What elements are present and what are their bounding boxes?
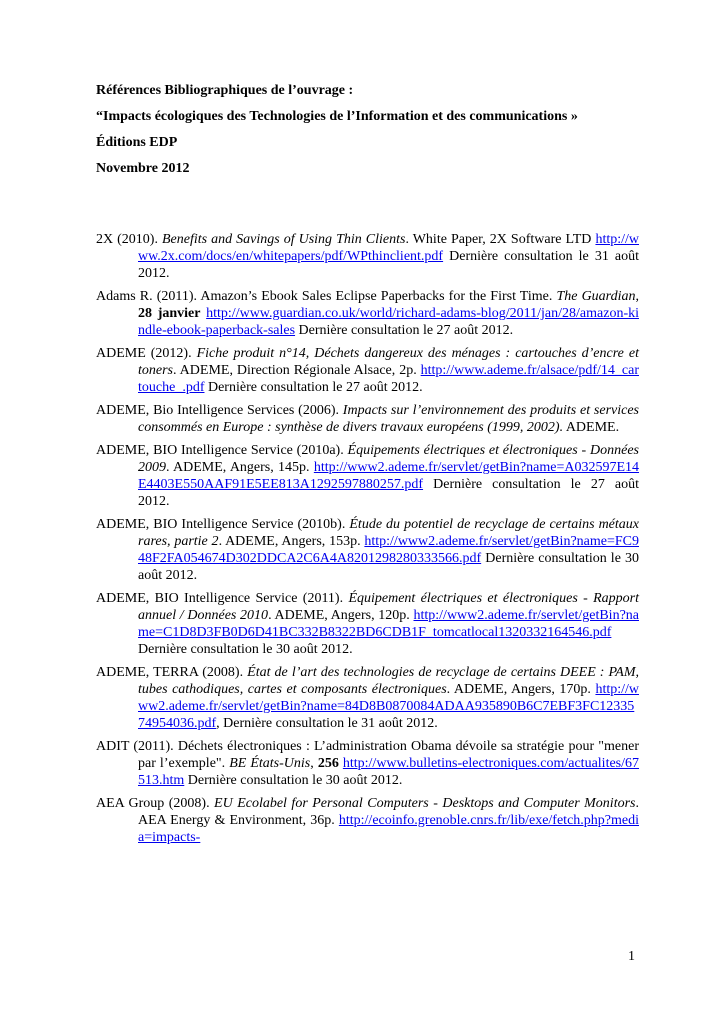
reference-author: Adams R. (2011). Amazon’s Ebook Sales Eclipse Paperbacks for the First Time.	[96, 289, 557, 304]
reference-consultation: Dernière consultation le 27 août 2012.	[204, 380, 423, 395]
reference-list	[96, 231, 639, 852]
reference-entry	[96, 590, 639, 658]
reference-details: ADEME.	[563, 420, 620, 435]
reference-link[interactable]: http://www.guardian.co.uk/world/richard-adams-blog/2011/jan/28/amazon-kindle-ebook-paperback-sales	[138, 306, 639, 338]
reference-entry	[96, 664, 639, 732]
reference-title: EU Ecolabel for Personal Computers - Desktops and Computer Monitors	[214, 796, 636, 811]
reference-title: Fiche produit n°14, Déchets dangereux des ménages : cartouches d’encre et toners	[138, 346, 639, 378]
reference-title: Impacts sur l’environnement des produits et services consommés en Europe : synthèse de divers travaux européens (1999, 2002).	[138, 403, 640, 435]
reference-link[interactable]: http://www2.ademe.fr/servlet/getBin?name=A032597E14E4403E550AAF91E5EE813A1292597880257.pdf	[138, 460, 639, 492]
reference-link[interactable]: http://www2.ademe.fr/servlet/getBin?name=FC948F2FA054674D302DDCA2C6A4A8201298280333566.pdf	[138, 534, 639, 566]
reference-link[interactable]: http://www.ademe.fr/alsace/pdf/14_cartouche_.pdf	[138, 363, 639, 395]
reference-entry	[96, 288, 639, 339]
reference-author: ADEME, BIO Intelligence Service (2010a).	[96, 443, 348, 458]
header-book-title: “Impacts écologiques des Technologies de l’Information et des communications »	[96, 109, 578, 124]
reference-title: BE États-Unis	[229, 756, 311, 771]
document-header	[96, 82, 656, 186]
reference-consultation: , Dernière consultation le 31 août 2012.	[216, 716, 438, 731]
reference-title: The Guardian	[556, 289, 636, 304]
reference-author: ADEME, BIO Intelligence Service (2010b).	[96, 517, 350, 532]
reference-consultation: Dernière consultation le 27 août 2012.	[295, 323, 514, 338]
reference-link[interactable]: http://www2.ademe.fr/servlet/getBin?name=C1D8D3FB0D6D41BC332B8322BD6CDB1F_tomcatlocal1320332164546.pdf	[138, 608, 639, 640]
reference-author: ADIT (2011). Déchets électroniques : L’administration Obama dévoile sa stratégie pour "mener par l’exemple".	[96, 739, 639, 771]
reference-entry	[96, 738, 639, 789]
reference-link[interactable]: http://www2.ademe.fr/servlet/getBin?name=84D8B0870084ADAA935890B6C7EBF3FC1233574954036.pdf	[138, 682, 639, 731]
reference-bold: 28 janvier	[138, 306, 201, 321]
reference-title: Étude du potentiel de recyclage de certains métaux rares, partie 2	[138, 517, 639, 549]
reference-consultation: Dernière consultation le 30 août 2012.	[138, 642, 353, 657]
header-title-line: Références Bibliographiques de l’ouvrage :	[96, 83, 354, 98]
reference-author: ADEME, BIO Intelligence Service (2011).	[96, 591, 349, 606]
reference-details: . ADEME, Angers, 153p.	[218, 534, 365, 549]
reference-author: AEA Group (2008).	[96, 796, 215, 811]
reference-details: . ADEME, Direction Régionale Alsace, 2p.	[173, 363, 421, 378]
reference-author: ADEME, TERRA (2008).	[96, 665, 248, 680]
reference-link[interactable]: http://www.2x.com/docs/en/whitepapers/pdf/WPthinclient.pdf	[138, 232, 639, 264]
reference-details: . White Paper, 2X Software LTD	[405, 232, 596, 247]
reference-details: . ADEME, Angers, 145p.	[166, 460, 314, 475]
reference-consultation: Dernière consultation le 31 août 2012.	[138, 249, 639, 281]
reference-details: ,	[310, 756, 318, 771]
reference-details: ,	[635, 289, 639, 304]
reference-details: . ADEME, Angers, 120p.	[268, 608, 414, 623]
reference-details: . AEA Energy & Environment, 36p.	[138, 796, 639, 828]
reference-details: . ADEME, Angers, 170p.	[446, 682, 596, 697]
reference-consultation: Dernière consultation le 30 août 2012.	[184, 773, 403, 788]
page-number: 1	[628, 949, 635, 964]
reference-entry	[96, 516, 639, 584]
reference-author: 2X (2010).	[96, 232, 162, 247]
header-publisher: Éditions EDP	[96, 135, 178, 150]
reference-link[interactable]: http://www.bulletins-electroniques.com/actualites/67513.htm	[138, 756, 640, 788]
reference-entry	[96, 345, 639, 396]
reference-consultation: Dernière consultation le 27 août 2012.	[138, 477, 639, 509]
reference-author: ADEME (2012).	[96, 346, 197, 361]
reference-entry	[96, 442, 639, 510]
reference-title: Benefits and Savings of Using Thin Clients	[161, 232, 406, 247]
header-date: Novembre 2012	[96, 161, 190, 176]
reference-title: Équipement électriques et électroniques - Rapport annuel / Données 2010	[138, 591, 639, 623]
reference-author: ADEME, Bio Intelligence Services (2006).	[96, 403, 343, 418]
reference-entry	[96, 402, 639, 436]
reference-bold: 256	[317, 756, 339, 771]
reference-title: Équipements électriques et électroniques - Données 2009	[138, 443, 639, 475]
reference-entry	[96, 231, 639, 282]
reference-consultation: Dernière consultation le 30 août 2012.	[138, 551, 639, 583]
reference-entry	[96, 795, 639, 846]
reference-title: État de l’art des technologies de recyclage de certains DEEE : PAM, tubes cathodiques, cartes et composants électroniques	[138, 665, 639, 697]
reference-link[interactable]: http://ecoinfo.grenoble.cnrs.fr/lib/exe/fetch.php?media=impacts-	[138, 813, 639, 845]
